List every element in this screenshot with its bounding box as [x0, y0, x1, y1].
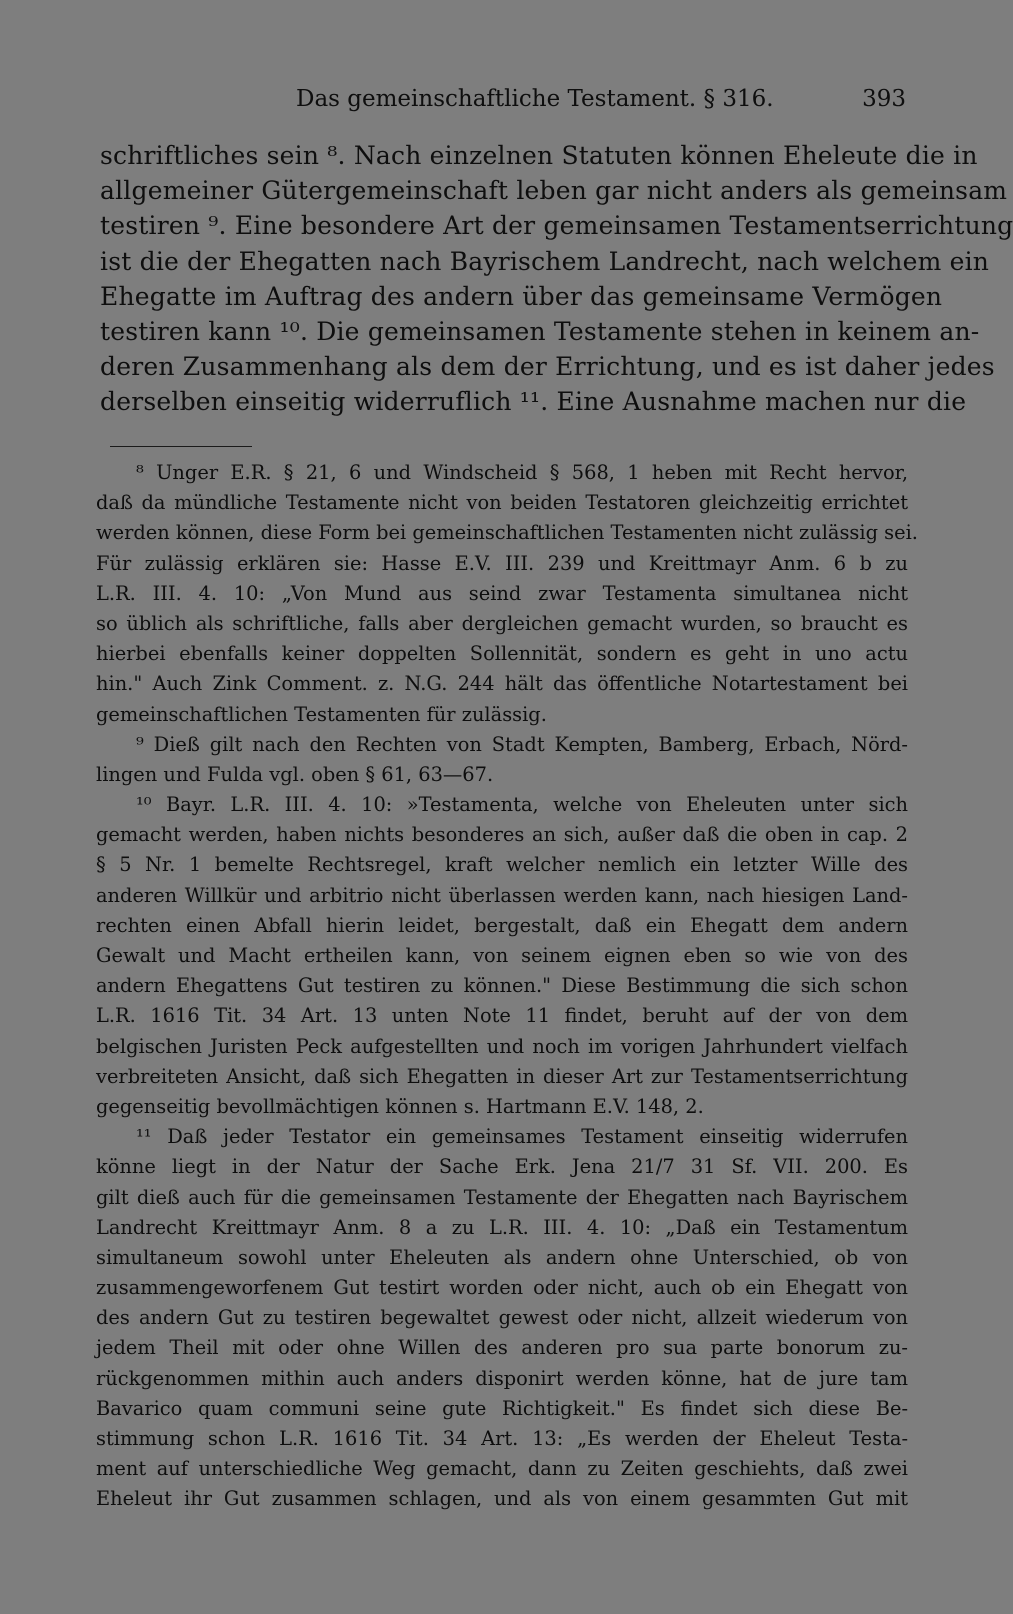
footnote-line: lingen und Fulda vgl. oben § 61, 63—67.: [96, 762, 494, 786]
footnote-line: des andern Gut zu testiren begewaltet gewest oder nicht, allzeit wiederum von: [96, 1306, 908, 1330]
footnote-line: daß da mündliche Testamente nicht von beiden Testatoren gleichzeitig errichtet: [96, 491, 908, 515]
footnote-line: andern Ehegattens Gut testiren zu können." Diese Bestimmung die sich schon: [96, 974, 908, 998]
footnote-line: rückgenommen mithin auch anders disponirt werden könne, hat de jure tam: [96, 1366, 908, 1390]
footnote-line: jedem Theil mit oder ohne Willen des anderen pro sua parte bonorum zu-: [96, 1336, 908, 1360]
footnote-line: verbreiteten Ansicht, daß sich Ehegatten in dieser Art zur Testamentserrichtung: [96, 1064, 908, 1088]
page-number: 393: [862, 86, 906, 112]
footnotes: [96, 458, 918, 1515]
footnote-line: gemeinschaftlichen Testamenten für zulässig.: [96, 702, 547, 726]
body-line: ist die der Ehegatten nach Bayrischem Landrecht, nach welchem ein: [100, 246, 990, 276]
body-line: allgemeiner Gütergemeinschaft leben gar nicht anders als gemeinsam: [100, 176, 1008, 206]
footnote-line: stimmung schon L.R. 1616 Tit. 34 Art. 13: „Es werden der Eheleut Testa-: [96, 1427, 908, 1450]
footnote-line: zusammengeworfenem Gut testirt worden oder nicht, auch ob ein Ehegatt von: [96, 1276, 908, 1300]
footnote-line: ¹¹ Daß jeder Testator ein gemeinsames Testament einseitig widerrufen: [136, 1125, 908, 1149]
body-line: testiren ⁹. Eine besondere Art der gemeinsamen Testamentserrichtung: [100, 211, 1013, 241]
footnote-line: Bavarico quam communi seine gute Richtigkeit." Es findet sich diese Be-: [96, 1396, 908, 1420]
footnote-line: gegenseitig bevollmächtigen können s. Hartmann E.V. 148, 2.: [96, 1094, 704, 1118]
main-text: [100, 138, 1013, 420]
footnote-line: belgischen Juristen Peck aufgestellten und noch im vorigen Jahrhundert vielfach: [96, 1034, 908, 1058]
body-line: deren Zusammenhang als dem der Errichtung, und es ist daher jedes: [100, 352, 995, 382]
body-line: schriftliches sein ⁸. Nach einzelnen Statuten können Eheleute die in: [100, 141, 978, 170]
footnote-line: ¹⁰ Bayr. L.R. III. 4. 10: »Testamenta, welche von Eheleuten unter sich: [136, 793, 908, 817]
footnote-line: § 5 Nr. 1 bemelte Rechtsregel, kraft welcher nemlich ein letzter Wille des: [96, 853, 908, 877]
footnote-line: ⁹ Dieß gilt nach den Rechten von Stadt Kempten, Bamberg, Erbach, Nörd-: [136, 732, 908, 756]
body-line: Ehegatte im Auftrag des andern über das gemeinsame Vermögen: [100, 281, 943, 311]
body-line: testiren kann ¹⁰. Die gemeinsamen Testamente stehen in keinem an-: [100, 316, 980, 346]
footnote-line: Gewalt und Macht ertheilen kann, von seinem eignen eben so wie von des: [96, 944, 908, 967]
footnote-separator: [110, 446, 252, 447]
footnote-line: gemacht werden, haben nichts besonderes an sich, außer daß die oben in cap. 2: [96, 823, 908, 847]
footnote-line: Für zulässig erklären sie: Hasse E.V. III. 239 und Kreittmayr Anm. 6 b zu: [96, 551, 908, 575]
footnote-line: L.R. III. 4. 10: „Von Mund aus seind zwar Testamenta simultanea nicht: [96, 581, 908, 605]
footnote-line: werden können, diese Form bei gemeinschaftlichen Testamenten nicht zulässig sei.: [96, 521, 918, 545]
footnote-line: L.R. 1616 Tit. 34 Art. 13 unten Note 11 findet, beruht auf der von dem: [96, 1004, 908, 1028]
footnote-line: rechten einen Abfall hierin leidet, bergestalt, daß ein Ehegatt dem andern: [96, 913, 908, 937]
footnote-line: Eheleut ihr Gut zusammen schlagen, und als von einem gesammten Gut mit: [96, 1487, 908, 1511]
footnote-line: so üblich als schriftliche, falls aber dergleichen gemacht wurden, so braucht es: [96, 611, 908, 635]
footnote-line: ⁸ Unger E.R. § 21, 6 und Windscheid § 568, 1 heben mit Recht hervor,: [136, 461, 908, 484]
body-line: derselben einseitig widerruflich ¹¹. Eine Ausnahme machen nur die: [100, 387, 967, 417]
footnote-line: simultaneum sowohl unter Eheleuten als andern ohne Unterschied, ob von: [96, 1245, 908, 1269]
footnote-line: anderen Willkür und arbitrio nicht überlassen werden kann, nach hiesigen Land-: [96, 883, 908, 907]
footnote-line: könne liegt in der Natur der Sache Erk. Jena 21/7 31 Sf. VII. 200. Es: [96, 1155, 908, 1179]
footnote-line: hin." Auch Zink Comment. z. N.G. 244 hält das öffentliche Notartestament bei: [96, 672, 908, 696]
footnote-line: Landrecht Kreittmayr Anm. 8 a zu L.R. III. 4. 10: „Daß ein Testamentum: [96, 1215, 908, 1239]
footnote-line: gilt dieß auch für die gemeinsamen Testamente der Ehegatten nach Bayrischem: [96, 1185, 908, 1209]
running-title: Das gemeinschaftliche Testament. § 316.: [296, 86, 774, 112]
footnote-line: ment auf unterschiedliche Weg gemacht, dann zu Zeiten geschiehts, daß zwei: [96, 1457, 908, 1481]
running-header: [96, 86, 906, 118]
footnote-line: hierbei ebenfalls keiner doppelten Sollennität, sondern es geht in uno actu: [96, 642, 908, 666]
